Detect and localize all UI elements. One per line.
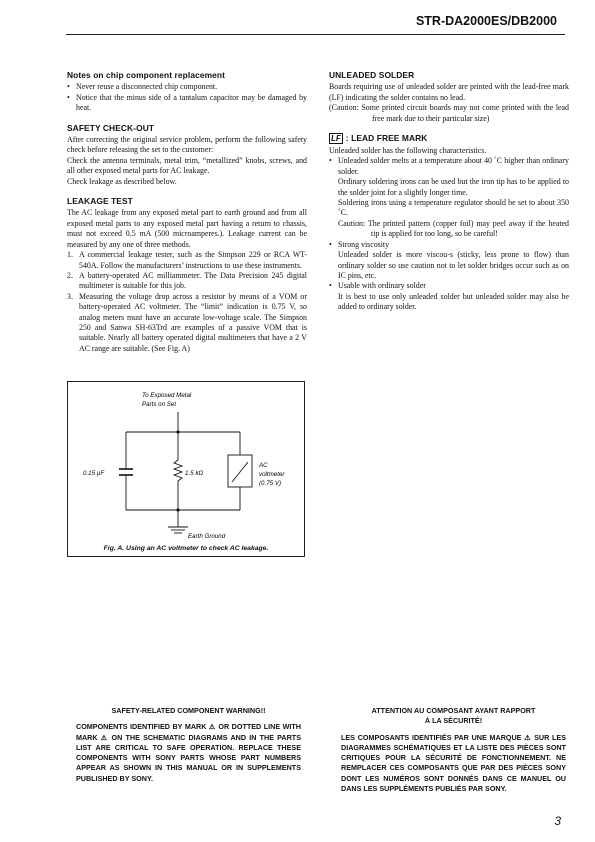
label-resistor: 1.5 kΩ bbox=[185, 470, 204, 477]
leakage-test-intro: The AC leakage from any exposed metal part to earth ground and from all exposed metal parts to any exposed metal part having a return to chassis, must not exceed 0.5 mA (500 microamperes.). Leakage current can be measured by any one of three methods. bbox=[67, 208, 307, 249]
lead-free-item-title: Usable with ordinary solder bbox=[338, 281, 426, 291]
label-earth-ground: Earth Ground bbox=[188, 533, 226, 540]
header-rule bbox=[66, 34, 565, 35]
unleaded-solder-caution: (Caution: Some printed circuit boards may not come printed with the lead free mark due to their particular size) bbox=[329, 103, 569, 123]
warning-title: ATTENTION AU COMPOSANT AYANT RAPPORT bbox=[371, 706, 536, 715]
chip-notes-section bbox=[67, 70, 307, 114]
unleaded-solder-text: Boards requiring use of unleaded solder are printed with the lead-free mark (LF) indicating the solder contains no lead. bbox=[329, 82, 569, 102]
safety-checkout-section bbox=[67, 123, 307, 187]
leakage-test-title: LEAKAGE TEST bbox=[67, 196, 133, 207]
chip-note-item: • Notice that the minus side of a tantalum capacitor may be damaged by heat. bbox=[67, 93, 307, 114]
junction-dot bbox=[176, 430, 179, 433]
item-number: 1. bbox=[67, 250, 73, 260]
chip-note-item: • Never reuse a disconnected chip component. bbox=[67, 82, 307, 92]
chip-notes-title: Notes on chip component replacement bbox=[67, 70, 225, 80]
lead-free-mark-icon: LF bbox=[331, 134, 341, 144]
figure-caption: Fig. A. Using an AC voltmeter to check AC leakage. bbox=[103, 545, 269, 552]
item-text: A battery-operated AC milliammeter. The Data Precision 245 digital multimeter is suitable for this job. bbox=[79, 270, 307, 291]
lead-free-item bbox=[329, 281, 569, 291]
lead-free-caution-text: Caution: The printed pattern (copper foil) may peel away if the heated tip is applied for too long, so be careful! bbox=[338, 218, 569, 239]
safety-checkout-paragraph: After correcting the original service problem, perform the following safety check before releasing the set to the customer: bbox=[67, 135, 307, 155]
leakage-test-section bbox=[67, 196, 307, 354]
model-header: STR-DA2000ES/DB2000 bbox=[415, 14, 557, 28]
safety-warning-english bbox=[76, 706, 301, 784]
unleaded-solder-section bbox=[329, 70, 569, 124]
lead-free-detail: Soldering irons using a temperature regulator should be set to about 350 ˚C. bbox=[338, 198, 569, 218]
warning-title: SAFETY-RELATED COMPONENT WARNING!! bbox=[111, 706, 266, 715]
lead-free-heading bbox=[329, 133, 569, 144]
right-column bbox=[329, 70, 569, 322]
page-number: 3 bbox=[554, 814, 561, 828]
lead-free-detail: It is best to use only unleaded solder but unleaded solder may also be added to ordinary solder. bbox=[338, 291, 569, 312]
item-text: A commercial leakage tester, such as the Simpson 229 or RCA WT-540A. Follow the manufacturers’ instructions to use these instruments. bbox=[79, 250, 307, 270]
lead-free-detail: Unleaded solder is more viscou-s (sticky, less prone to flow) than ordinary solder so use caution not to let solder bridges occur such as on IC pins, etc. bbox=[338, 250, 569, 280]
leakage-method-item bbox=[67, 271, 307, 292]
junction-dot bbox=[176, 508, 179, 511]
safety-checkout-paragraph: Check leakage as described below. bbox=[67, 176, 177, 186]
safety-warning-french bbox=[341, 706, 566, 794]
lead-free-section bbox=[329, 133, 569, 313]
leakage-method-item bbox=[67, 292, 307, 354]
item-number: 2. bbox=[67, 270, 73, 280]
lead-free-item-title: Strong viscosity bbox=[338, 239, 390, 249]
label-meter-voltmeter: voltmeter bbox=[259, 471, 285, 478]
voltmeter-needle bbox=[232, 462, 248, 482]
lead-free-caution bbox=[329, 219, 569, 240]
label-exposed-metal: To Exposed Metal bbox=[142, 392, 192, 399]
label-meter-ac: AC bbox=[259, 462, 268, 469]
lead-free-item bbox=[329, 240, 569, 250]
safety-checkout-title: SAFETY CHECK-OUT bbox=[67, 122, 155, 133]
warning-text: COMPONENTS IDENTIFIED BY MARK ⚠ OR DOTTED LINE WITH MARK ⚠ ON THE SCHEMATIC DIAGRAMS AND IN THE PARTS LIST ARE CRITICAL TO SAFE OPERATION. REPLACE THESE COMPONENTS WITH SONY PARTS WHOSE PART NUMBERS APPEAR AS SHOWN IN THIS MANUAL OR IN SUPPLEMENTS PUBLISHED BY SONY. bbox=[76, 722, 301, 783]
label-meter-range: (0.75 V) bbox=[259, 480, 282, 487]
item-text: Measuring the voltage drop across a resistor by means of a VOM or battery-operated AC voltmeter. The “limit” indication is 0.75 V, so analog meters must have an accurate low-voltage scale. The Simpson 250 and Sanwa SH-63Trd are examples of a passive VOM that is suitable. Nearly all battery operated digital multimeters that have a 2 V AC range are suitable. (See Fig. A) bbox=[79, 291, 307, 353]
leakage-circuit-diagram bbox=[68, 382, 304, 556]
label-capacitor: 0.15 µF bbox=[83, 470, 105, 477]
voltmeter-box bbox=[228, 455, 252, 487]
unleaded-solder-title: UNLEADED SOLDER bbox=[329, 70, 415, 80]
lead-free-item-title: Unleaded solder melts at a temperature about 40 ˚C higher than ordinary solder. bbox=[338, 156, 569, 176]
label-parts-on-set: Parts on Set bbox=[142, 401, 177, 408]
figure-a-box bbox=[67, 381, 305, 557]
left-column bbox=[67, 70, 307, 363]
safety-checkout-paragraph: Check the antenna terminals, metal trim, “metallized” knobs, screws, and all other exposed metal parts for AC leakage. bbox=[67, 155, 307, 176]
lead-free-item bbox=[329, 156, 569, 177]
warning-text: LES COMPOSANTS IDENTIFIÉS PAR UNE MARQUE ⚠ SUR LES DIAGRAMMES SCHÉMATIQUES ET LA LISTE DES PIÈCES SONT CRITIQUES POUR LA SÉCURITÉ DE FONCTIONNEMENT. NE REMPLACER CES COMPOSANTS QUE PAR DES PIÈCES SONY DONT LES NUMÉROS SONT DONNÉS DANS CE MANUEL OU DANS LES SUPPLÉMENTS PUBLIÉS PAR SONY. bbox=[341, 732, 566, 794]
resistor-zigzag bbox=[174, 460, 182, 481]
lead-free-detail: Ordinary soldering irons can be used but the iron tip has to be applied to the solder joint for a slightly longer time. bbox=[338, 177, 569, 197]
lead-free-intro: Unleaded solder has the following characteristics. bbox=[329, 146, 487, 156]
warning-title: À LA SÉCURITÉ! bbox=[424, 716, 483, 726]
item-number: 3. bbox=[67, 291, 73, 301]
leakage-method-item bbox=[67, 250, 307, 271]
lead-free-title: : LEAD FREE MARK bbox=[345, 133, 428, 144]
